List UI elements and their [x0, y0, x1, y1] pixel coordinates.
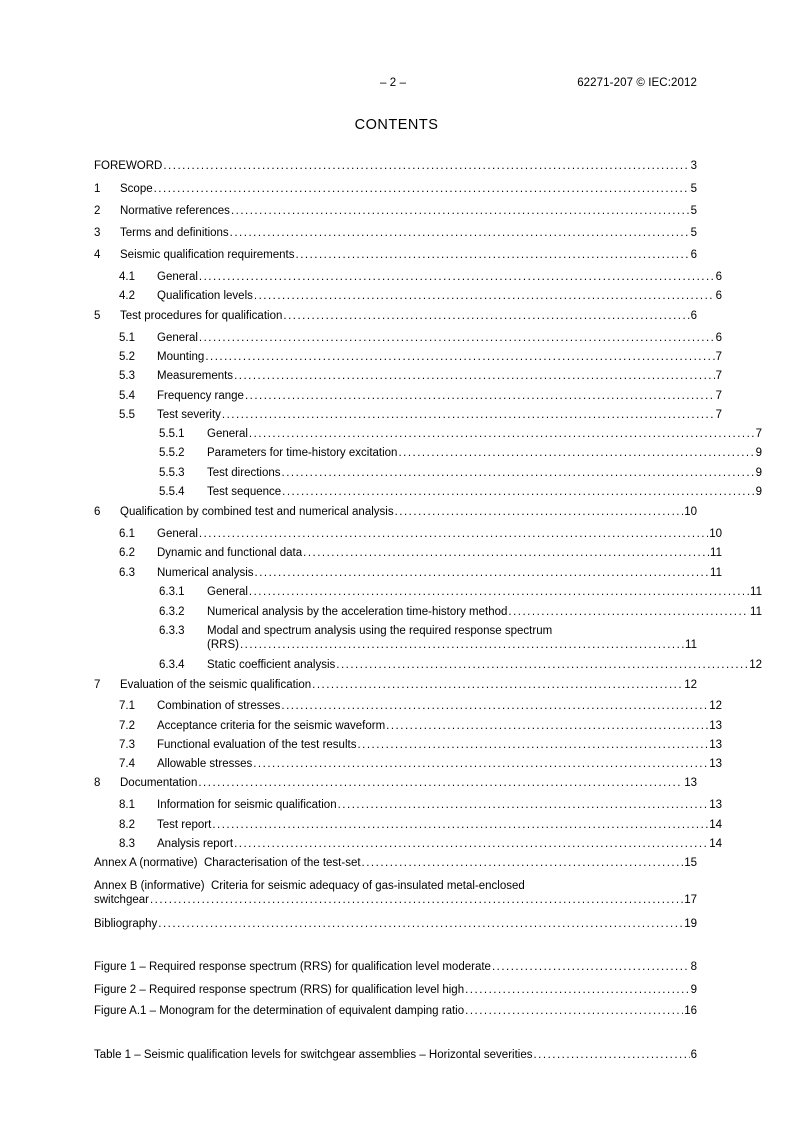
toc-text: Normative references — [120, 205, 230, 217]
toc-text: Modal and spectrum analysis using the required response spectrum — [207, 625, 553, 637]
toc-number: 4 — [94, 249, 101, 261]
toc-page: 13 — [709, 799, 722, 811]
toc-page: 11 — [710, 567, 722, 579]
toc-text: Combination of stresses — [157, 700, 281, 712]
toc-number: 6.3.2 — [159, 606, 185, 618]
toc-page: 14 — [709, 838, 722, 850]
toc-entry[interactable] — [94, 446, 762, 460]
toc-page: 10 — [709, 528, 722, 540]
toc-page: 12 — [684, 679, 697, 691]
toc-text: Bibliography — [94, 918, 158, 930]
toc-text: Numerical analysis by the acceleration time-history method — [207, 606, 508, 618]
toc-entry[interactable] — [94, 605, 762, 619]
toc-text: Scope — [120, 183, 153, 195]
toc-text: Analysis report — [157, 838, 234, 850]
toc-page: 7 — [715, 370, 722, 382]
standard-reference: 62271-207 © IEC:2012 — [577, 77, 697, 89]
toc-number: 5.2 — [119, 351, 135, 363]
toc-text-continued: switchgear — [94, 894, 149, 906]
toc-entry[interactable] — [94, 485, 762, 499]
toc-text: FOREWORD — [94, 160, 163, 172]
toc-text: Functional evaluation of the test results — [157, 739, 357, 751]
toc-entry[interactable] — [159, 624, 697, 652]
toc-number: 5.5.3 — [159, 467, 185, 479]
toc-page: 13 — [709, 758, 722, 770]
toc-text: Measurements — [157, 370, 234, 382]
toc-foreword[interactable] — [94, 159, 697, 173]
toc-entry[interactable] — [94, 248, 697, 262]
table-list-item[interactable] — [94, 1048, 697, 1062]
toc-text: Qualification levels — [157, 290, 253, 302]
toc-page: 6 — [690, 310, 697, 322]
toc-entry[interactable] — [94, 226, 697, 240]
toc-number: 6.3 — [119, 567, 135, 579]
toc-page: 15 — [684, 857, 697, 869]
toc-text: Parameters for time-history excitation — [207, 447, 398, 459]
toc-page: 7 — [715, 390, 722, 402]
toc-entry[interactable] — [94, 369, 722, 383]
toc-text: Terms and definitions — [120, 227, 229, 239]
toc-page: 13 — [709, 739, 722, 751]
toc-annex-b[interactable] — [94, 879, 697, 907]
toc-entry[interactable] — [94, 658, 762, 672]
toc-page: 11 — [685, 639, 697, 651]
toc-entry[interactable] — [94, 585, 762, 599]
toc-number: 6.2 — [119, 547, 135, 559]
toc-number: 5.5.2 — [159, 447, 185, 459]
toc-text: General — [157, 528, 198, 540]
toc-entry[interactable] — [94, 270, 722, 284]
toc-number: 6.3.3 — [159, 625, 185, 637]
figure-page: 16 — [684, 1005, 697, 1017]
toc-page: 7 — [715, 409, 722, 421]
toc-page: 6 — [715, 271, 722, 283]
toc-number: 1 — [94, 183, 101, 195]
toc-number: 5.1 — [119, 332, 135, 344]
toc-page: 5 — [690, 227, 697, 239]
figure-text: Figure 2 – Required response spectrum (RRS) for qualification level high — [94, 984, 465, 996]
toc-text: Test procedures for qualification — [120, 310, 283, 322]
toc-number: 7.4 — [119, 758, 135, 770]
toc-entry[interactable] — [94, 527, 722, 541]
toc-number: 5.5.1 — [159, 428, 185, 440]
toc-number: 7.3 — [119, 739, 135, 751]
toc-bibliography[interactable] — [94, 917, 697, 931]
toc-page: 10 — [684, 506, 697, 518]
toc-entry[interactable] — [94, 408, 722, 422]
toc-page: 19 — [684, 918, 697, 930]
toc-entry[interactable] — [94, 309, 697, 323]
toc-number: 7 — [94, 679, 101, 691]
toc-number: 6.1 — [119, 528, 135, 540]
toc-entry[interactable] — [94, 837, 722, 851]
page-number: – 2 – — [380, 77, 407, 89]
toc-entry[interactable] — [94, 427, 762, 441]
toc-text: Static coefficient analysis — [207, 659, 336, 671]
toc-page: 5 — [690, 205, 697, 217]
toc-number: 8.1 — [119, 799, 135, 811]
toc-number: 5 — [94, 310, 101, 322]
toc-page: 9 — [755, 467, 762, 479]
toc-number: 8.2 — [119, 819, 135, 831]
toc-entry[interactable] — [94, 350, 722, 364]
toc-entry[interactable] — [94, 699, 722, 713]
figure-text: Figure 1 – Required response spectrum (RRS) for qualification level moderate — [94, 961, 491, 973]
toc-page: 12 — [749, 659, 762, 671]
toc-text: General — [207, 428, 248, 440]
toc-page: 12 — [709, 700, 722, 712]
toc-entry[interactable] — [94, 566, 722, 580]
toc-page: 6 — [715, 290, 722, 302]
toc-text: Mounting — [157, 351, 205, 363]
toc-annex-a[interactable] — [94, 856, 697, 870]
figure-text: Figure A.1 – Monogram for the determination of equivalent damping ratio — [94, 1005, 465, 1017]
toc-text: Documentation — [120, 777, 198, 789]
toc-number: 5.5.4 — [159, 486, 185, 498]
toc-number: 7.2 — [119, 720, 135, 732]
table-page: 6 — [690, 1049, 697, 1061]
toc-text: Numerical analysis — [157, 567, 254, 579]
toc-text-continued: (RRS) — [207, 639, 239, 651]
toc-text: Frequency range — [157, 390, 244, 402]
figure-page: 8 — [690, 961, 697, 973]
toc-entry[interactable] — [94, 776, 697, 790]
toc-text: Annex B (informative) Criteria for seismic adequacy of gas-insulated metal-enclosed — [94, 880, 525, 892]
toc-text: Test report — [157, 819, 212, 831]
figure-list-item[interactable] — [94, 983, 697, 997]
toc-text: Test sequence — [207, 486, 282, 498]
figure-list-item[interactable] — [94, 960, 697, 974]
toc-page: 11 — [750, 586, 762, 598]
toc-page: 13 — [684, 777, 697, 789]
figure-list-item[interactable] — [94, 1004, 697, 1018]
toc-page: 11 — [710, 547, 722, 559]
toc-page: 13 — [709, 720, 722, 732]
toc-number: 6.3.1 — [159, 586, 185, 598]
toc-page: 7 — [715, 351, 722, 363]
toc-number: 5.4 — [119, 390, 135, 402]
toc-entry[interactable] — [94, 546, 722, 560]
toc-page: 9 — [755, 447, 762, 459]
toc-entry[interactable] — [94, 818, 722, 832]
toc-page: 6 — [715, 332, 722, 344]
toc-number: 2 — [94, 205, 101, 217]
toc-entry[interactable] — [94, 289, 722, 303]
toc-page: 3 — [690, 160, 697, 172]
page-title: CONTENTS — [354, 117, 439, 133]
toc-text: Acceptance criteria for the seismic waveform — [157, 720, 386, 732]
toc-number: 6.3.4 — [159, 659, 185, 671]
toc-page: 6 — [690, 249, 697, 261]
toc-text: Dynamic and functional data — [157, 547, 303, 559]
toc-number: 4.2 — [119, 290, 135, 302]
toc-text: Annex A (normative) Characterisation of the test-set — [94, 857, 361, 869]
toc-entry[interactable] — [94, 719, 722, 733]
toc-text: Qualification by combined test and numerical analysis — [120, 506, 394, 518]
toc-entry[interactable] — [94, 678, 697, 692]
toc-entry[interactable] — [94, 798, 722, 812]
toc-entry[interactable] — [94, 505, 697, 519]
toc-page: 5 — [690, 183, 697, 195]
figure-page: 9 — [690, 984, 697, 996]
toc-page: 14 — [709, 819, 722, 831]
toc-entry[interactable] — [94, 182, 697, 196]
toc-number: 8.3 — [119, 838, 135, 850]
toc-number: 6 — [94, 506, 101, 518]
toc-text: Evaluation of the seismic qualification — [120, 679, 312, 691]
toc-number: 5.5 — [119, 409, 135, 421]
toc-text: Test severity — [157, 409, 221, 421]
toc-text: Information for seismic qualification — [157, 799, 337, 811]
toc-text: Allowable stresses — [157, 758, 253, 770]
toc-number: 7.1 — [119, 700, 135, 712]
toc-entry[interactable] — [94, 757, 722, 771]
toc-entry[interactable] — [94, 738, 722, 752]
toc-number: 5.3 — [119, 370, 135, 382]
toc-page: 17 — [684, 894, 697, 906]
toc-text: Seismic qualification requirements — [120, 249, 295, 261]
toc-number: 3 — [94, 227, 101, 239]
toc-entry[interactable] — [94, 204, 697, 218]
toc-text: General — [207, 586, 248, 598]
table-text: Table 1 – Seismic qualification levels for switchgear assemblies – Horizontal severities — [94, 1049, 533, 1061]
toc-text: Test directions — [207, 467, 281, 479]
toc-entry[interactable] — [94, 331, 722, 345]
toc-entry[interactable] — [94, 389, 722, 403]
toc-number: 8 — [94, 777, 101, 789]
toc-page: 9 — [755, 486, 762, 498]
toc-entry[interactable] — [94, 466, 762, 480]
toc-page: 7 — [755, 428, 762, 440]
toc-page: 11 — [750, 606, 762, 618]
toc-number: 4.1 — [119, 271, 135, 283]
toc-text: General — [157, 271, 198, 283]
toc-text: General — [157, 332, 198, 344]
